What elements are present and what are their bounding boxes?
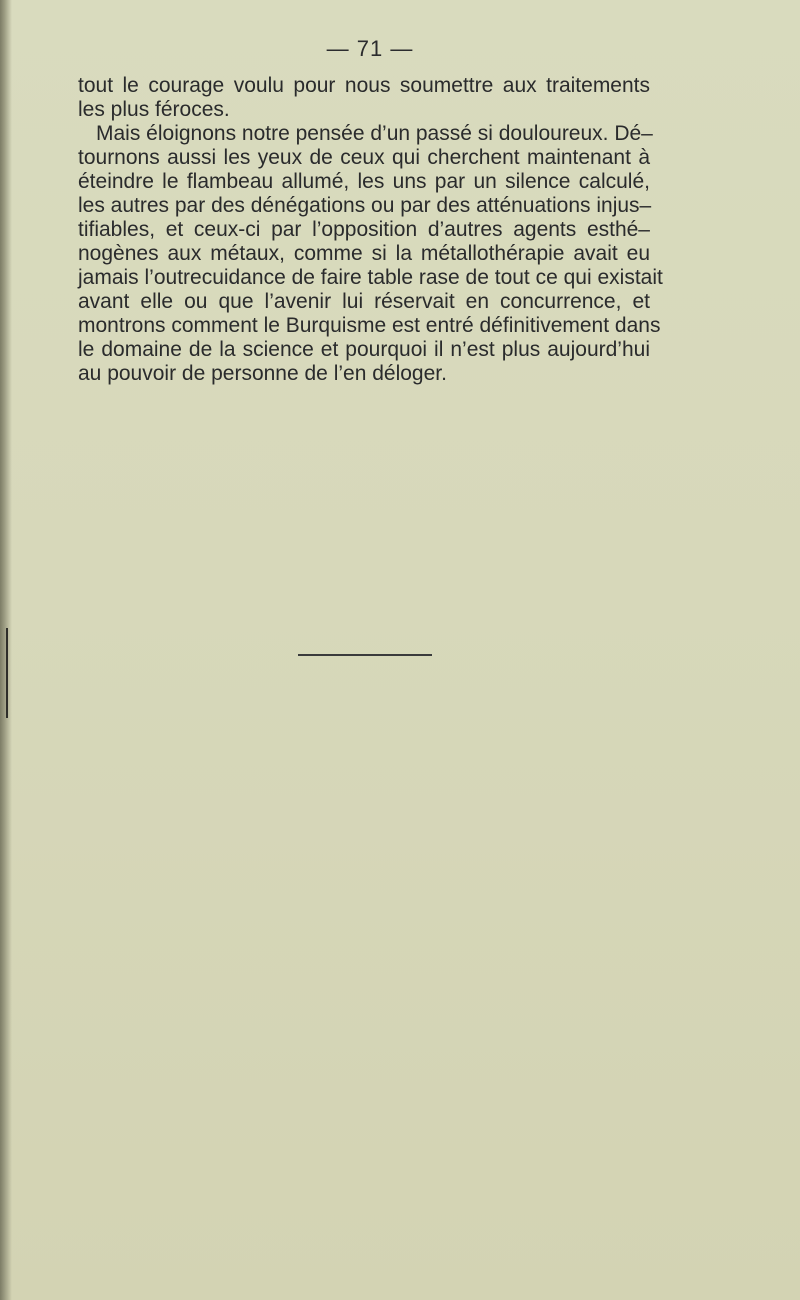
text-line: éteindre le flambeau allumé, les uns par un silence calculé, bbox=[78, 170, 650, 193]
text-line: tifiables, et ceux-ci par l’opposition d’autres agents esthé– bbox=[78, 218, 650, 241]
section-divider bbox=[298, 654, 432, 656]
text-line: tout le courage voulu pour nous soumettre aux traitements bbox=[78, 74, 650, 97]
text-line: nogènes aux métaux, comme si la métallothérapie avait eu bbox=[78, 242, 650, 265]
text-line: montrons comment le Burquisme est entré définitivement dans bbox=[78, 314, 661, 337]
edge-mark bbox=[6, 628, 8, 718]
text-line: avant elle ou que l’avenir lui réservait en concurrence, et bbox=[78, 290, 650, 313]
text-line: le domaine de la science et pourquoi il n’est plus aujourd’hui bbox=[78, 338, 650, 361]
body-text bbox=[78, 74, 663, 386]
text-line: jamais l’outrecuidance de faire table rase de tout ce qui existait bbox=[78, 266, 663, 289]
page-number: — 71 — bbox=[326, 36, 414, 61]
text-line: Mais éloignons notre pensée d’un passé si douloureux. Dé– bbox=[96, 122, 653, 145]
text-line: les plus féroces. bbox=[78, 98, 230, 121]
text-line: les autres par des dénégations ou par des atténuations injus– bbox=[78, 194, 652, 217]
text-line: tournons aussi les yeux de ceux qui cherchent maintenant à bbox=[78, 146, 650, 169]
text-line: au pouvoir de personne de l’en déloger. bbox=[78, 362, 447, 385]
